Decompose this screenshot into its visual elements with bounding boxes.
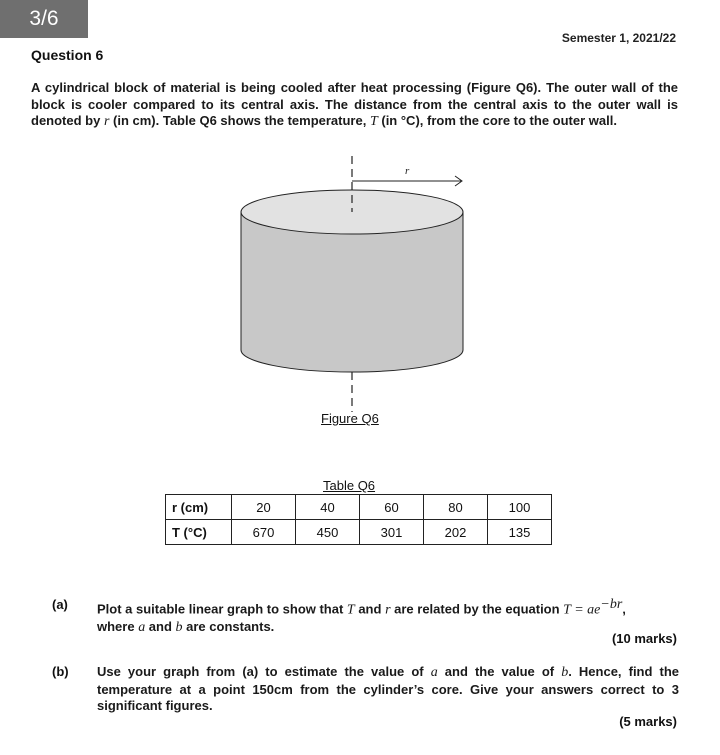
part-a-marks: (10 marks) <box>611 631 677 646</box>
part-a-label: (a) <box>52 597 68 612</box>
part-a-equation-exponent: −br <box>600 597 623 612</box>
part-a-var-r: r <box>385 602 391 618</box>
part-a-text-2: and <box>354 601 386 617</box>
part-a-equation: T = ae <box>563 602 601 618</box>
question-intro <box>31 80 678 131</box>
data-table <box>165 494 552 545</box>
part-a-text-1: Plot a suitable linear graph to show that <box>97 601 347 617</box>
part-a-text-4: , <box>622 601 626 617</box>
part-a-var-T: T <box>346 602 355 618</box>
part-a-var-a: a <box>138 619 146 635</box>
table-cell: 135 <box>488 520 552 545</box>
intro-text-1: A cylindrical block of material is being cooled after heat processing (Figure Q6). The outer wall of the block is cooler compared to its central axis. The distance from the central axis to the outer wall is denoted by <box>31 80 678 128</box>
table-cell: 40 <box>296 495 360 520</box>
cylinder-body <box>241 212 463 372</box>
row-header-r: r (cm) <box>166 495 232 520</box>
part-b-text <box>97 664 679 715</box>
part-a-var-b: b <box>175 619 183 635</box>
part-a-text-6: and <box>145 618 176 634</box>
table-cell: 450 <box>296 520 360 545</box>
table-cell: 301 <box>360 520 424 545</box>
table-cell: 670 <box>232 520 296 545</box>
part-b-marks: (5 marks) <box>619 714 677 729</box>
part-a-text-5: where <box>97 618 139 634</box>
table-cell: 80 <box>424 495 488 520</box>
row-header-T: T (°C) <box>166 520 232 545</box>
table-row-T <box>166 520 552 545</box>
part-b-text-3: . Hence, find the temperature at a point 150cm from the cylinder’s core. Give your answers correct to 3 significant figures. <box>97 664 680 713</box>
page-indicator: 3/6 <box>0 0 88 38</box>
part-a-text-3: are related by the equation <box>390 601 564 617</box>
table-row-r <box>166 495 552 520</box>
intro-var-r: r <box>103 114 110 129</box>
table-cell: 202 <box>424 520 488 545</box>
table-cell: 60 <box>360 495 424 520</box>
part-a-text-7: are constants. <box>182 618 275 634</box>
cylinder-figure <box>230 150 480 412</box>
figure-caption: Figure Q6 <box>321 411 379 426</box>
intro-text-2: (in cm). Table Q6 shows the temperature, <box>109 113 370 128</box>
intro-var-T: T <box>369 114 378 129</box>
table-cell: 100 <box>488 495 552 520</box>
part-b-text-2: and the value of <box>437 664 562 679</box>
intro-text-3: (in °C), from the core to the outer wall. <box>377 113 617 128</box>
radius-label: r <box>405 165 410 177</box>
part-b-var-a: a <box>430 665 438 680</box>
part-b-text-1: Use your graph from (a) to estimate the value of <box>97 664 431 679</box>
table-cell: 20 <box>232 495 296 520</box>
semester-label: Semester 1, 2021/22 <box>561 31 676 45</box>
part-a-text <box>97 597 679 636</box>
part-b-var-b: b <box>561 665 569 680</box>
part-b-label: (b) <box>52 664 69 679</box>
table-title: Table Q6 <box>323 478 376 493</box>
question-title: Question 6 <box>31 47 104 63</box>
